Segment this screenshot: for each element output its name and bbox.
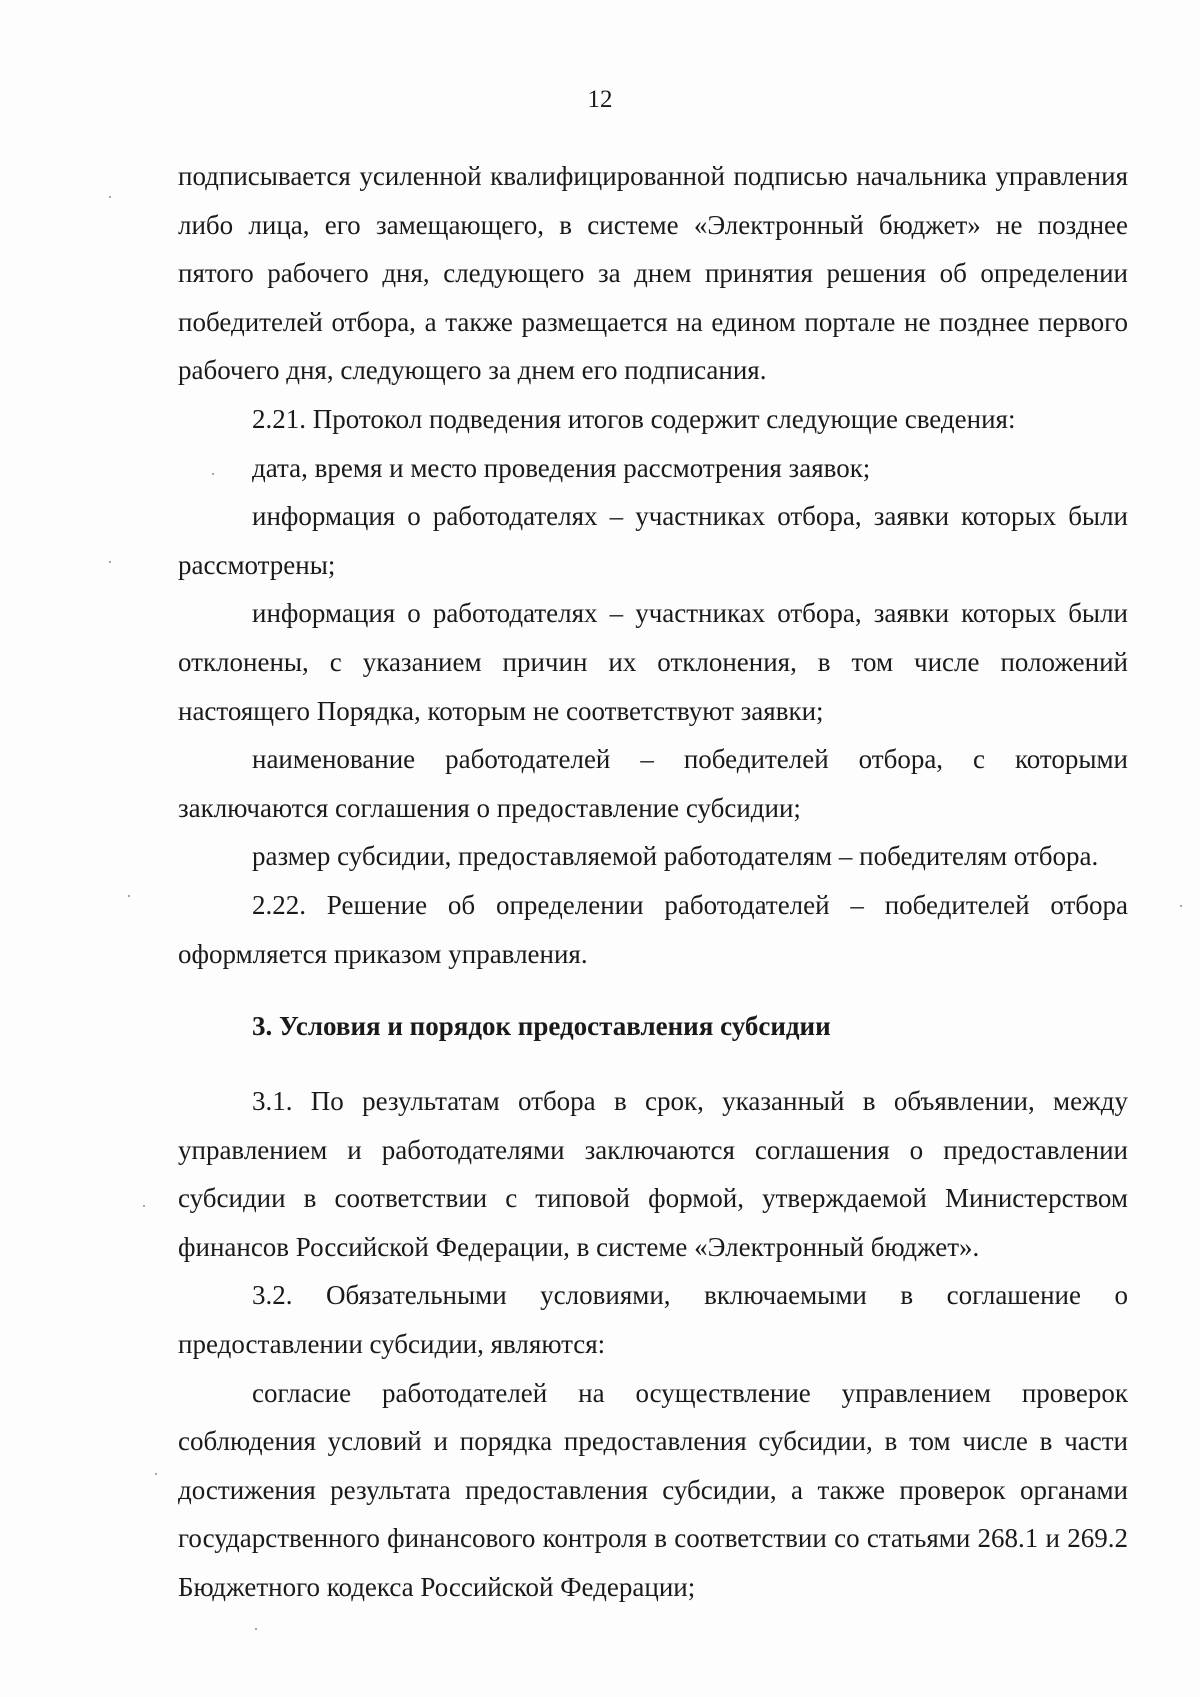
scan-speck bbox=[255, 1628, 257, 1630]
section-3-heading-block bbox=[178, 1002, 1128, 1050]
paragraph-list-item: дата, время и место проведения рассмотрения заявок; bbox=[252, 452, 871, 483]
page-number: 12 bbox=[587, 86, 613, 113]
paragraph-2-21: 2.21. Протокол подведения итогов содержит следующие сведения: bbox=[252, 403, 1016, 434]
scan-speck bbox=[212, 473, 214, 475]
scan-speck bbox=[143, 1205, 145, 1207]
scan-speck bbox=[109, 196, 111, 198]
scan-speck bbox=[128, 895, 130, 897]
section-2-text bbox=[178, 152, 1128, 978]
paragraph-2-22: 2.22. Решение об определении работодателей – победителей отбора оформляется приказом управления. bbox=[178, 889, 1128, 969]
paragraph-continuation: подписывается усиленной квалифицированной подписью начальника управления либо лица, его замещающего, в системе «Электронный бюджет» не позднее пятого рабочего дня, следующего за днем принятия решения об определении победителей отбора, а также размещается на едином портале не позднее первого рабочего дня, следующего за днем его подписания. bbox=[178, 161, 1128, 386]
scan-speck bbox=[155, 1473, 157, 1475]
paragraph-list-item: информация о работодателях – участниках отбора, заявки которых были рассмотрены; bbox=[178, 501, 1128, 580]
scan-speck bbox=[109, 561, 111, 563]
section-3-text bbox=[178, 1077, 1128, 1612]
paragraph-list-item: размер субсидии, предоставляемой работодателям – победителям отбора. bbox=[252, 841, 1099, 872]
paragraph-list-item: наименование работодателей – победителей отбора, с которыми заключаются соглашения о предоставление субсидии; bbox=[178, 744, 1128, 823]
paragraph-3-2: 3.2. Обязательными условиями, включаемыми в соглашение о предоставлении субсидии, являются: bbox=[178, 1280, 1128, 1359]
scan-speck bbox=[1180, 905, 1182, 907]
paragraph-list-item: информация о работодателях – участниках отбора, заявки которых были отклонены, с указанием причин их отклонения, в том числе положений настоящего Порядка, которым не соответствуют заявки; bbox=[178, 598, 1128, 726]
paragraph-3-1: 3.1. По результатам отбора в срок, указанный в объявлении, между управлением и работодателями заключаются соглашения о предоставлении субсидии в соответствии с типовой формой, утверждаемой Министерством финансов Российской Федерации, в системе «Электронный бюджет». bbox=[178, 1086, 1128, 1262]
section-heading: 3. Условия и порядок предоставления субсидии bbox=[252, 1011, 831, 1041]
paragraph-list-item: согласие работодателей на осуществление управлением проверок соблюдения условий и порядка предоставления субсидии, в том числе в части достижения результата предоставления субсидии, а также проверок органами государственного финансового контроля в соответствии со статьями 268.1 и 269.2 Бюджетного кодекса Российской Федерации; bbox=[178, 1377, 1128, 1602]
